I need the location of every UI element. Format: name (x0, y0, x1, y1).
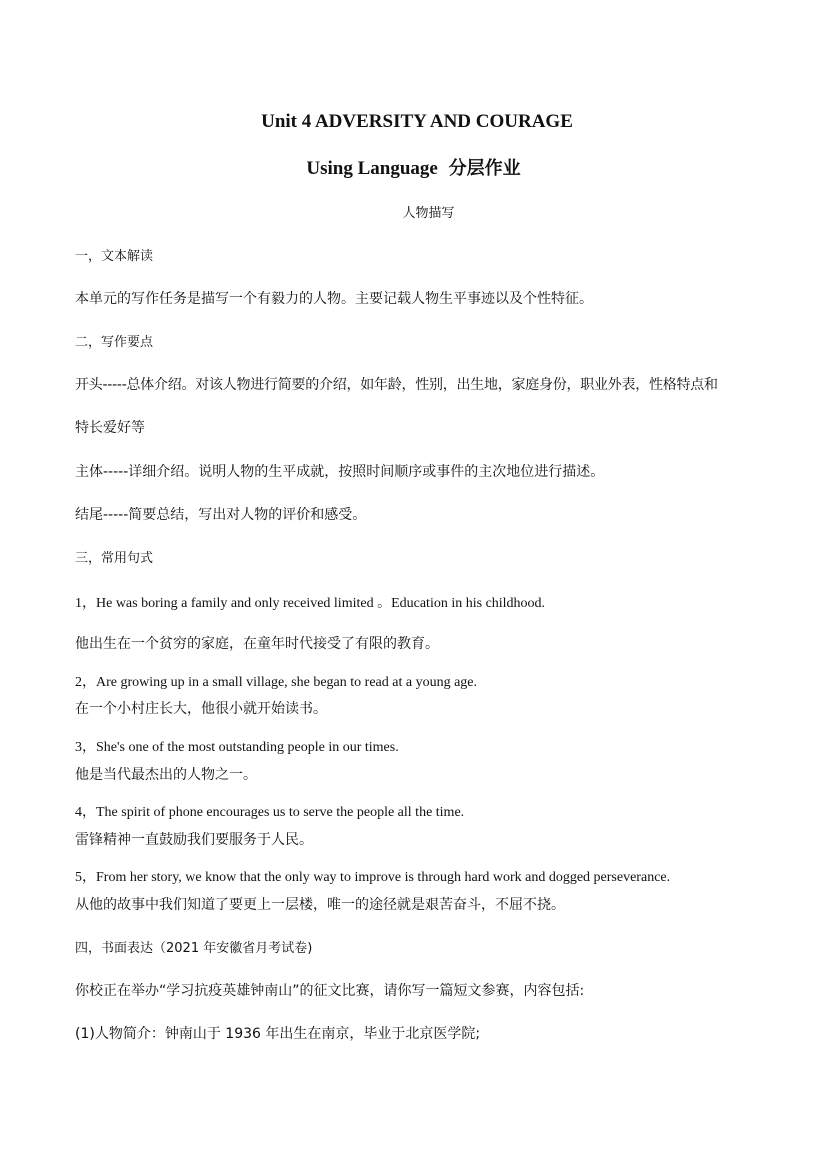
topic-heading: 人物描写 (402, 206, 455, 221)
section1-heading: 一，文本解读 (75, 249, 154, 264)
sentence-1-en: 1，He was boring a family and only received limited 。Education in his childhood. (75, 596, 546, 611)
sentence-3-en: 3，She's one of the most outstanding people in our times. (75, 740, 399, 755)
sentence-4-en: 4，The spirit of phone encourages us to serve the people all the time. (75, 805, 465, 820)
section3-heading: 三，常用句式 (75, 551, 154, 566)
section4-prompt: 你校正在举办“学习抗疫英雄钟南山”的征文比赛，请你写一篇短文参赛，内容包括: (75, 983, 585, 999)
sentence-4-cn: 雷锋精神一直鼓励我们要服务于人民。 (75, 832, 313, 848)
section2-opening-line1: 开头-----总体介绍。对该人物进行简要的介绍，如年龄，性别，出生地，家庭身份，职业外表，性格特点和 (75, 377, 718, 393)
sentence-1-cn: 他出生在一个贫穷的家庭，在童年时代接受了有限的教育。 (75, 636, 439, 652)
section4-item1: (1)人物简介：钟南山于 1936 年出生在南京，毕业于北京医学院; (75, 1026, 481, 1042)
sentence-3-cn: 他是当代最杰出的人物之一。 (75, 767, 257, 783)
subtitle-english: Using Language (306, 158, 438, 179)
section4-heading: 四，书面表达（2021 年安徽省月考试卷) (75, 941, 313, 956)
document-subtitle (0, 154, 827, 180)
subtitle-chinese: 分层作业 (448, 158, 521, 179)
section1-text: 本单元的写作任务是描写一个有毅力的人物。主要记载人物生平事迹以及个性特征。 (75, 291, 593, 307)
section2-opening-line2: 特长爱好等 (75, 420, 145, 436)
document-title: Unit 4 ADVERSITY AND COURAGE (261, 111, 573, 132)
section2-body: 主体-----详细介绍。说明人物的生平成就，按照时间顺序或事件的主次地位进行描述。 (75, 464, 605, 480)
section2-ending: 结尾-----简要总结，写出对人物的评价和感受。 (75, 507, 367, 523)
sentence-5-cn: 从他的故事中我们知道了要更上一层楼，唯一的途径就是艰苦奋斗，不屈不挠。 (75, 897, 565, 913)
sentence-2-cn: 在一个小村庄长大，他很小就开始读书。 (75, 701, 327, 717)
sentence-5-en: 5，From her story, we know that the only way to improve is through hard work and dogged perseverance. (75, 870, 671, 885)
sentence-2-en: 2，Are growing up in a small village, she began to read at a young age. (75, 675, 477, 690)
section2-heading: 二，写作要点 (75, 335, 154, 350)
